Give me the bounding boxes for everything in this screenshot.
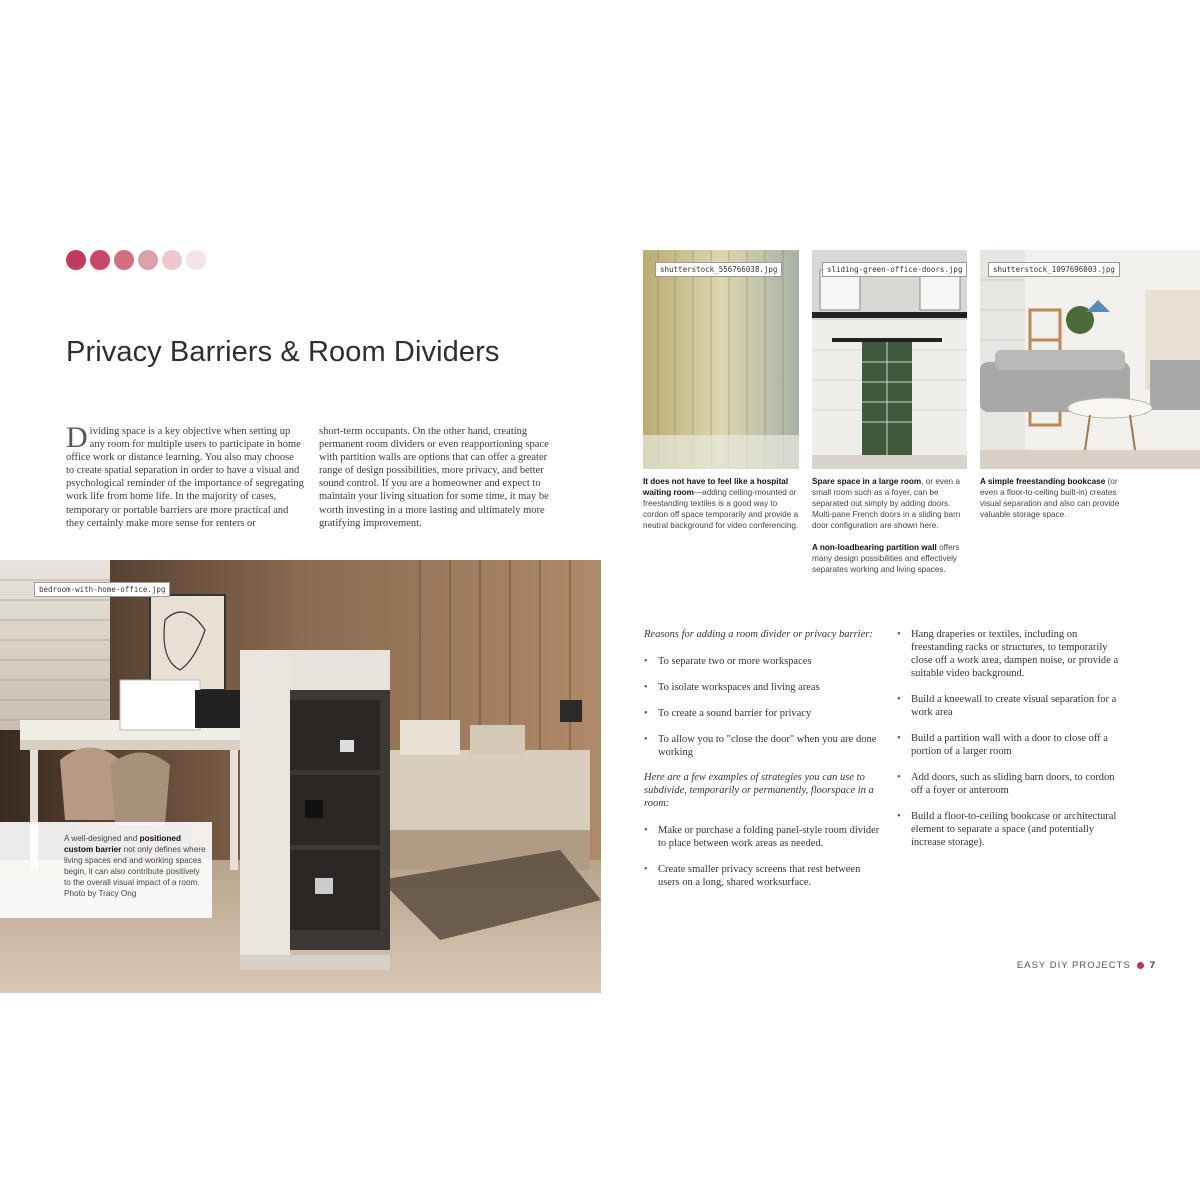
list-item: • To separate two or more workspaces	[644, 655, 884, 668]
strategies-list	[644, 824, 884, 889]
intro-column-2: short-term occupants. On the other hand, creating permanent room dividers or even reapportioning space with partition walls are options that can offer a greater range of design possibilities, more privacy, and better sound control. If you are a homeowner and expect to maintain your living situation for some time, it may be worth investing in a more lasting and ultimately more gratifying improvement.	[319, 426, 549, 529]
list-item: • To isolate workspaces and living areas	[644, 681, 884, 694]
list-item: • Build a floor-to-ceiling bookcase or architectural element to separate a space (and potentially increase storage).	[897, 810, 1129, 849]
list-item: • Hang draperies or textiles, including on freestanding racks or structures, to temporarily close off a work area, dampen noise, or provide a suitable video background.	[897, 628, 1129, 680]
living-room-illustration	[980, 250, 1200, 469]
reasons-section	[644, 628, 884, 902]
footer-dot	[1137, 962, 1144, 969]
list-item: • To create a sound barrier for privacy	[644, 707, 884, 720]
page-footer	[1017, 960, 1156, 971]
curtain-photo-filename: shutterstock_556766038.jpg	[655, 262, 782, 277]
color-dots	[66, 250, 206, 270]
color-dot	[186, 250, 206, 270]
partition-caption: A non-loadbearing partition wall offers many design possibilities and effectively separates working and living spaces.	[812, 543, 960, 574]
list-item: • Build a kneewall to create visual separation for a work area	[897, 693, 1129, 719]
intro-text-1: ividing space is a key objective when setting up any room for multiple users to participate in home office work or distance learning. You also may choose to create spatial separation in order to have a visual and psychological reminder of the importance of segregating work life from home life. In the majority of cases, temporary or portable barriers are more practical and they certainly make more sense for renters or	[66, 426, 304, 529]
color-dot	[90, 250, 110, 270]
strategies-right-list	[897, 628, 1129, 849]
list-item: • Create smaller privacy screens that rest between users on a long, shared worksurface.	[644, 863, 884, 889]
doors-photo-filename: sliding-green-office-doors.jpg	[822, 262, 967, 277]
footer-label: EASY DIY PROJECTS	[1016, 960, 1131, 971]
list-item: • Make or purchase a folding panel-style room divider to place between work areas as needed.	[644, 824, 884, 850]
page-number: 7	[1149, 960, 1156, 971]
reasons-list	[644, 655, 884, 759]
color-dot	[138, 250, 158, 270]
intro-column-1	[66, 421, 304, 530]
doors-caption: Spare space in a large room, or even a small room such as a foyer, can be separated out simply by adding doors. Multi-pane French doors in a sliding barn door configuration are shown here.	[812, 477, 961, 530]
list-item: • To allow you to "close the door" when you are done working	[644, 733, 884, 759]
main-photo-filename: bedroom-with-home-office.jpg	[34, 582, 170, 597]
strategies-intro: Here are a few examples of strategies you can use to subdivide, temporarily or permanently, floorspace in a room:	[644, 772, 874, 809]
doors-photo	[812, 250, 967, 469]
bedroom-office-illustration	[0, 560, 601, 993]
color-dot	[162, 250, 182, 270]
bookcase-caption: A simple freestanding bookcase (or even a floor-to-ceiling built-in) creates visual separation and also can provide valuable storage space.	[980, 477, 1120, 519]
curtain-caption: It does not have to feel like a hospital waiting room—adding ceiling-mounted or freestanding textiles is a good way to cordon off space temporarily and provide a neutral background for video conferencing.	[643, 477, 799, 530]
page-title: Privacy Barriers & Room Dividers	[66, 336, 500, 368]
curtain-illustration	[643, 250, 799, 469]
curtain-photo	[643, 250, 799, 469]
reasons-intro: Reasons for adding a room divider or privacy barrier:	[644, 629, 873, 640]
main-photo	[0, 560, 601, 993]
strategies-right-section	[897, 628, 1129, 862]
color-dot	[114, 250, 134, 270]
doors-illustration	[812, 250, 967, 469]
main-photo-caption: A well-designed and positioned custom barrier not only defines where living spaces end and working spaces begin, it can also contribute positively to the overall visual impact of a room. Photo by Tracy Ong	[64, 834, 206, 898]
bookcase-photo-filename: shutterstock_1097696003.jpg	[988, 262, 1120, 277]
dropcap: D	[66, 421, 88, 454]
color-dot	[66, 250, 86, 270]
list-item: • Build a partition wall with a door to close off a portion of a larger room	[897, 732, 1129, 758]
list-item: • Add doors, such as sliding barn doors, to cordon off a foyer or anteroom	[897, 771, 1129, 797]
bookcase-photo	[980, 250, 1200, 469]
